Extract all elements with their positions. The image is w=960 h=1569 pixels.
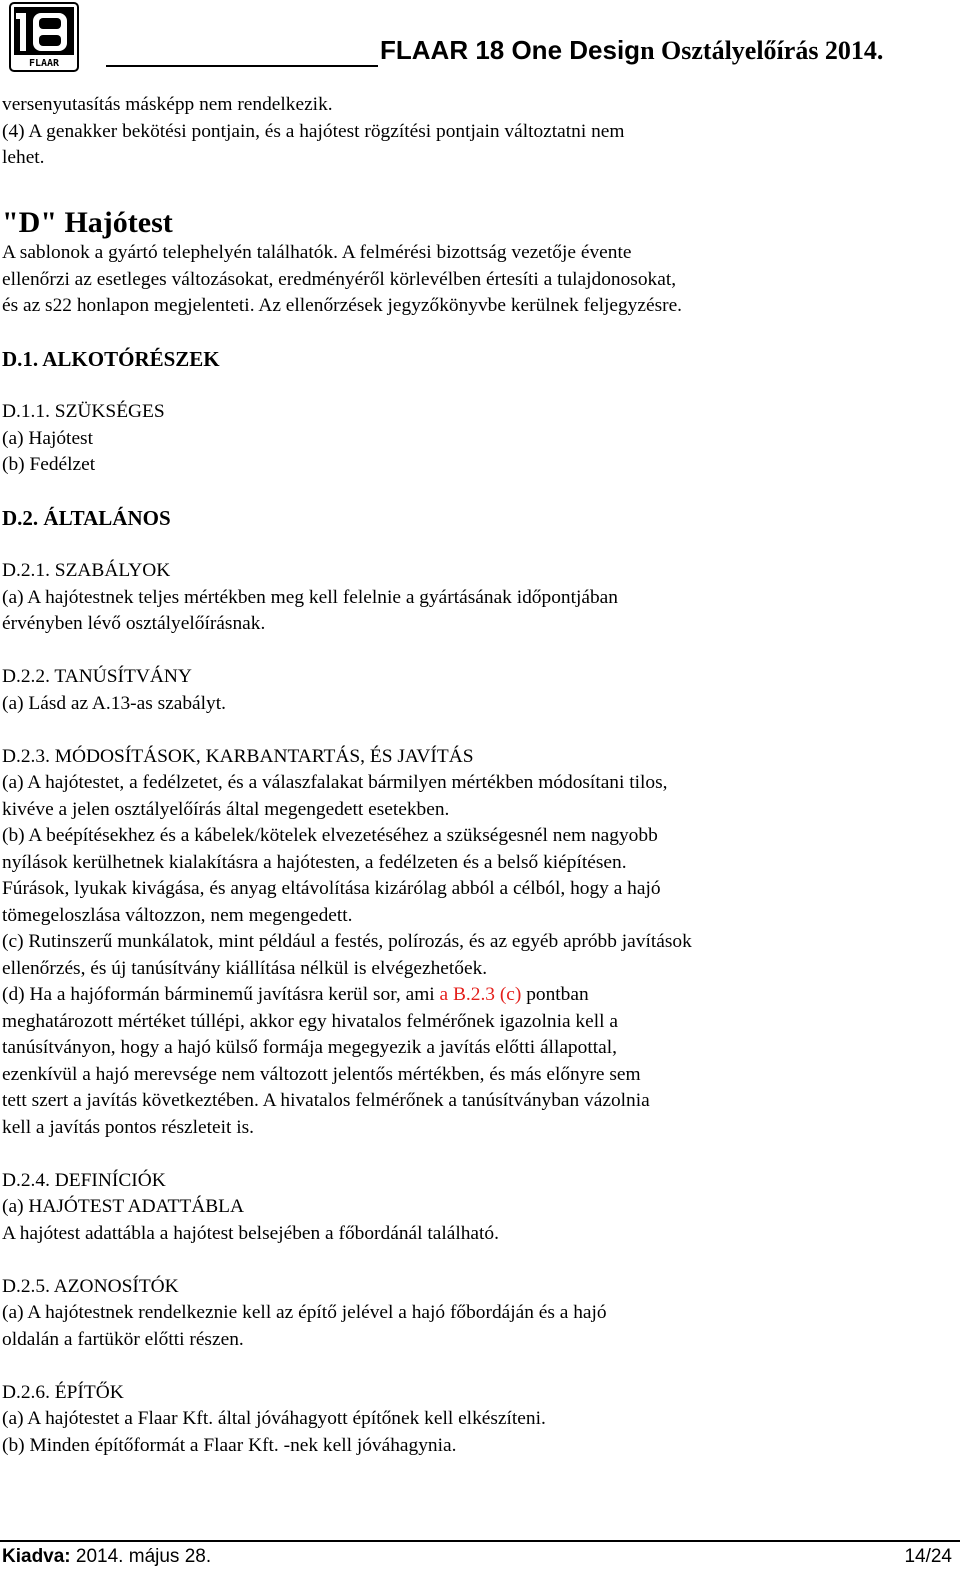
paragraph-line: (b) Minden építőformát a Flaar Kft. -nek kell jóváhagynia. [2,1434,457,1456]
paragraph-line: (a) Lásd az A.13-as szabályt. [2,692,226,714]
paragraph-line: tett szert a javítás következtében. A hivatalos felmérőnek a tanúsítványban vázolnia [2,1090,650,1111]
page-number: 14/24 [904,1546,952,1567]
paragraph-line: kivéve a jelen osztályelőírás által megengedett esetekben. [2,798,450,820]
paragraph-line: érvényben lévő osztályelőírásnak. [2,613,266,634]
paragraph-line: nyílások kerülhetnek kialakításra a hajótesten, a fedélzeten és a belső kiépítésen. [2,851,627,873]
paragraph-line: ezenkívül a hajó merevsége nem változott jelentős mértékben, és más előnyre sem [2,1063,641,1085]
paragraph-line: (a) A hajótestnek teljes mértékben meg kell felelnie a gyártásának időpontjában [2,586,618,608]
page-header [0,0,960,80]
issue-date [2,1546,211,1568]
paragraph-line: (4) A genakker bekötési pontjain, és a hajótest rögzítési pontjain változtatni nem [2,120,625,142]
paragraph-line: meghatározott mértéket túllépi, akkor egy hivatalos felmérőnek igazolnia kell a [2,1010,618,1032]
heading-d2: D.2. ÁLTALÁNOS [2,506,171,530]
heading-d1: D.1. ALKOTÓRÉSZEK [2,347,220,371]
paragraph-line: kell a javítás pontos részleteit is. [2,1116,255,1138]
paragraph-line: (c) Rutinszerű munkálatok, mint például a festés, polírozás, és az egyéb apróbb javítások [2,931,692,952]
subheading-d21: D.2.1. SZABÁLYOK [2,560,171,581]
paragraph-line: ellenőrzés, és új tanúsítvány kiállítása nélkül is elvégezhetőek. [2,957,488,979]
paragraph-line: oldalán a fartükör előtti részen. [2,1328,244,1350]
paragraph-line: (a) A hajótestnek rendelkeznie kell az építő jelével a hajó főbordáján és a hajó [2,1302,607,1323]
list-item: (b) Fedélzet [2,454,96,475]
title-brand: FLAAR 18 One Desig [380,35,641,65]
document-title [380,34,883,67]
paragraph-line: tanúsítványon, hogy a hajó külső formája megegyezik a javítás előtti állapottal, [2,1037,617,1058]
subheading-d11: D.1.1. SZÜKSÉGES [2,401,165,422]
text-span: pontban [521,984,589,1005]
paragraph-line: Fúrások, lyukak kivágása, és anyag eltávolítása kizárólag abból a célból, hogy a hajó [2,878,661,899]
paragraph-line: (a) A hajótestet, a fedélzetet, és a válaszfalakat bármilyen mértékben módosítani tilos, [2,772,668,793]
issued-label: Kiadva: [2,1546,71,1567]
subheading-d24: D.2.4. DEFINÍCIÓK [2,1169,166,1191]
subheading-d25: D.2.5. AZONOSÍTÓK [2,1275,179,1297]
page-content [2,92,942,1459]
section-title: "D" Hajótest [2,206,173,239]
paragraph-line: A hajótest adattábla a hajótest belsejében a főbordánál található. [2,1222,499,1244]
subheading-d23: D.2.3. MÓDOSÍTÁSOK, KARBANTARTÁS, ÉS JAVÍTÁS [2,745,474,767]
issued-date: 2014. május 28. [70,1546,212,1567]
flaar-18-logo [9,2,79,72]
title-rest: n Osztályelőírás 2014. [640,36,884,65]
paragraph-line: (b) A beépítésekhez és a kábelek/kötelek elvezetéséhez a szükségesnél nem nagyobb [2,825,658,846]
subheading-d26: D.2.6. ÉPÍTŐK [2,1381,124,1403]
rule-reference-link[interactable]: a B.2.3 (c) [439,984,522,1005]
paragraph-line: (a) A hajótestet a Flaar Kft. által jóváhagyott építőnek kell elkészíteni. [2,1408,546,1429]
subheading-d22: D.2.2. TANÚSÍTVÁNY [2,666,192,687]
paragraph-line: lehet. [2,147,45,168]
paragraph-line [2,982,942,1009]
logo-text: FLAAR [28,58,60,69]
text-span: (d) Ha a hajóformán bárminemű javításra kerül sor, ami [2,984,440,1005]
paragraph-line: versenyutasítás másképp nem rendelkezik. [2,94,333,115]
list-item: (a) Hajótest [2,427,93,449]
header-underline [106,65,378,67]
page-footer [0,1540,960,1569]
paragraph-line: (a) HAJÓTEST ADATTÁBLA [2,1196,245,1217]
paragraph-line: és az s22 honlapon megjelenteti. Az ellenőrzések jegyzőkönyvbe kerülnek feljegyzésre. [2,295,683,316]
paragraph-line: ellenőrzi az esetleges változásokat, eredményéről körlevélben értesíti a tulajdonosokat, [2,268,677,290]
paragraph-line: tömegeloszlása változzon, nem megengedett. [2,904,353,926]
paragraph-line: A sablonok a gyártó telephelyén találhatók. A felmérési bizottság vezetője évente [2,242,632,263]
